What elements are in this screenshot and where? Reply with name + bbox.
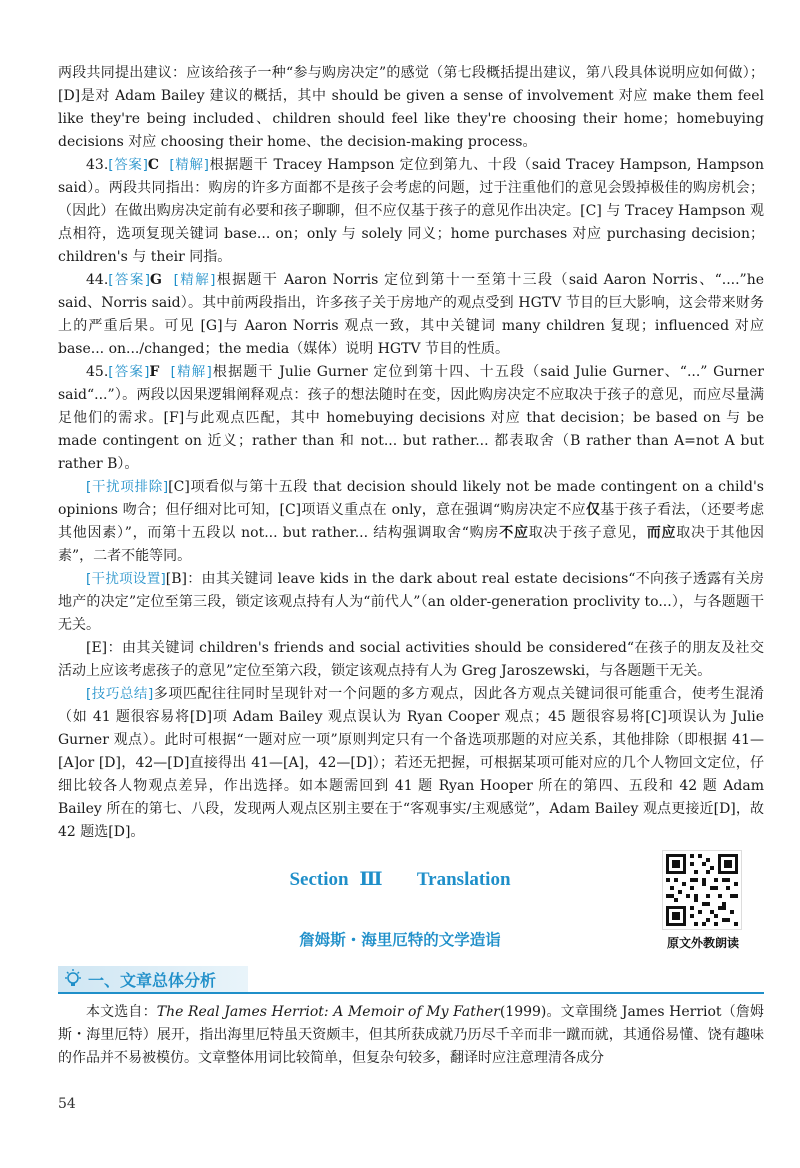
page-number: 54	[58, 1096, 76, 1112]
distractor-setting-e: [E]：由其关键词 children's friends and social activities should be considered“在孩子的朋友及社交活动上应该考虑孩子的意见”定位至第六段，锁定该观点持有人为 Greg Jaroszewski，与各题题干无关。	[58, 640, 764, 679]
explanation-tag: [精解]	[169, 157, 209, 173]
emphasis: 不应	[499, 525, 529, 541]
question-number: 43.	[86, 157, 109, 173]
qr-code[interactable]	[662, 850, 742, 930]
question-43	[58, 154, 764, 269]
paragraph-42-continued: 两段共同提出建议：应该给孩子一种“参与购房决定”的感觉（第七段概括提出建议，第八段具体说明应如何做）；[D]是对 Adam Bailey 建议的概括，其中 should be given a sense of involvement 对应 make them feel like they're being included、children should feel like they're choosing their home；homebuying decisions 对应 choosing their home、the decision-making process。	[58, 65, 764, 150]
section-label: Section	[289, 869, 349, 890]
lightbulb-icon	[62, 968, 84, 990]
explanation-text: 根据题干 Tracey Hampson 定位到第九、十段（said Tracey Hampson, Hampson said）。两段共同指出：购房的许多方面都不是孩子会考虑的问题，过于注重他们的意见会毁掉极佳的购房机会；（因此）在做出购房决定前有必要和孩子聊聊，但不应仅基于孩子的意见作出决定。[C] 与 Tracey Hampson 观点相符，选项复现关键词 base... on；only 与 solely 同义；home purchases 对应 purchasing decision；children's 与 their 同指。	[58, 157, 764, 265]
distractor-exclusion	[58, 476, 764, 568]
text-segment: [B]：由其关键词 leave kids in the dark about real estate decisions“不向孩子透露有关房地产的决定”定位至第三段，锁定该观点持有人为“前代人”（an older-generation proclivity to...），与各题题干无关。	[58, 571, 764, 633]
answer-tag: [答案]	[108, 364, 150, 380]
question-45	[58, 361, 764, 476]
text-segment: 基于孩子看法，（还要考虑其他因素）”，而第十五段以 not... but rather... 结构强调取舍“购房	[58, 502, 765, 541]
explanation-text: 根据题干 Aaron Norris 定位到第十一至第十三段（said Aaron Norris、“....”he said、Norris said）。其中前两段指出，许多孩子关于房地产的观点受到 HGTV 节目的巨大影响，这会带来财务上的严重后果。可见 [G]与 Aaron Norris 观点一致，其中关键词 many children 复现；influenced 对应 base... on.../changed；the media（媒体）说明 HGTV 节目的性质。	[58, 272, 765, 357]
tips-tag: [技巧总结]	[86, 686, 154, 702]
section-title: Translation	[416, 869, 511, 890]
answer-explanations	[58, 62, 764, 844]
section-numeral: Ⅲ	[359, 869, 383, 890]
question-44	[58, 269, 764, 361]
source-title: The Real James Herriot: A Memoir of My Father	[156, 1004, 500, 1020]
banner-title: 一、文章总体分析	[88, 971, 217, 990]
text-segment: 取决于孩子意见，	[528, 525, 647, 541]
explanation-text: 根据题干 Julie Gurner 定位到第十四、十五段（said Julie Gurner、“...” Gurner said“...”）。两段以因果逻辑阐释观点：孩子的想法随时在变，因此购房决定不应取决于孩子的意见，而应尽量满足他们的需求。[F]与此观点匹配，其中 homebuying decisions 对应 that decision；be based on 与 be made contingent on 近义；rather than 和 not... but rather... 都表取舍（B rather than A=not A but rather B）。	[58, 364, 764, 472]
explanation-tag: [精解]	[170, 364, 212, 380]
answer-letter: G	[149, 272, 162, 288]
distractor-exclusion-tag: [干扰项排除]	[86, 479, 169, 495]
emphasis: 仅	[585, 502, 601, 518]
analysis-paragraph	[58, 1001, 764, 1070]
article-analysis	[58, 1001, 764, 1070]
tips-summary	[58, 683, 764, 844]
emphasis: 而应	[646, 525, 677, 541]
answer-letter: F	[149, 364, 160, 380]
question-number: 44.	[86, 272, 109, 288]
explanation-tag: [精解]	[173, 272, 216, 288]
distractor-setting-tag: [干扰项设置]	[86, 571, 166, 587]
text-segment: [C]项看似与第十五段 that decision should likely not be made contingent on a child's opinions 吻合；但仔细对比可知，[C]项语义重点在 only，意在强调“购房决定不应	[58, 479, 764, 518]
answer-tag: [答案]	[108, 272, 150, 288]
distractor-setting	[58, 568, 764, 637]
question-number: 45.	[86, 364, 109, 380]
article-subtitle: 詹姆斯・海里厄特的文学造诣	[299, 931, 501, 949]
text-segment: 取决于其他因素”，二者不能等同。	[58, 525, 765, 564]
text-segment: 多项匹配往往同时呈现针对一个问题的多方观点，因此各方观点关键词很可能重合，使考生混淆（如 41 题很容易将[D]项 Adam Bailey 观点误认为 Ryan Cooper 观点；45 题很容易将[C]项误认为 Julie Gurner 观点）。此时可根据“一题对应一项”原则判定只有一个备选项那题的对应关系，其他排除（即根据 41—[A]or [D]，42—[D]直接得出 41—[A]，42—[D]）；若还无把握，可根据某项可能对应的几个人物回文定位，仔细比较各人物观点差异，作出选择。如本题需回到 41 题 Ryan Hooper 所在的第四、五段和 42 题 Adam Bailey 所在的第七、八段，发现两人观点区别主要在于“客观事实/主观感觉”，Adam Bailey 观点更接近[D]，故 42 题选[D]。	[58, 686, 764, 840]
analysis-text: (1999)。文章围绕 James Herriot（詹姆斯・海里厄特）展开，指出海里厄特虽天资颇丰，但其所获成就乃历尽千辛而非一蹴而就，其通俗易懂、饶有趣味的作品并不易被模仿。文章整体用词比较简单，但复杂句较多，翻译时应注意理清各成分	[58, 1004, 765, 1066]
answer-tag: [答案]	[108, 157, 148, 173]
source-prefix: 本文选自：	[86, 1004, 157, 1020]
answer-letter: C	[147, 157, 160, 173]
qr-label: 原文外教朗读	[666, 936, 739, 950]
section-banner	[58, 966, 764, 994]
